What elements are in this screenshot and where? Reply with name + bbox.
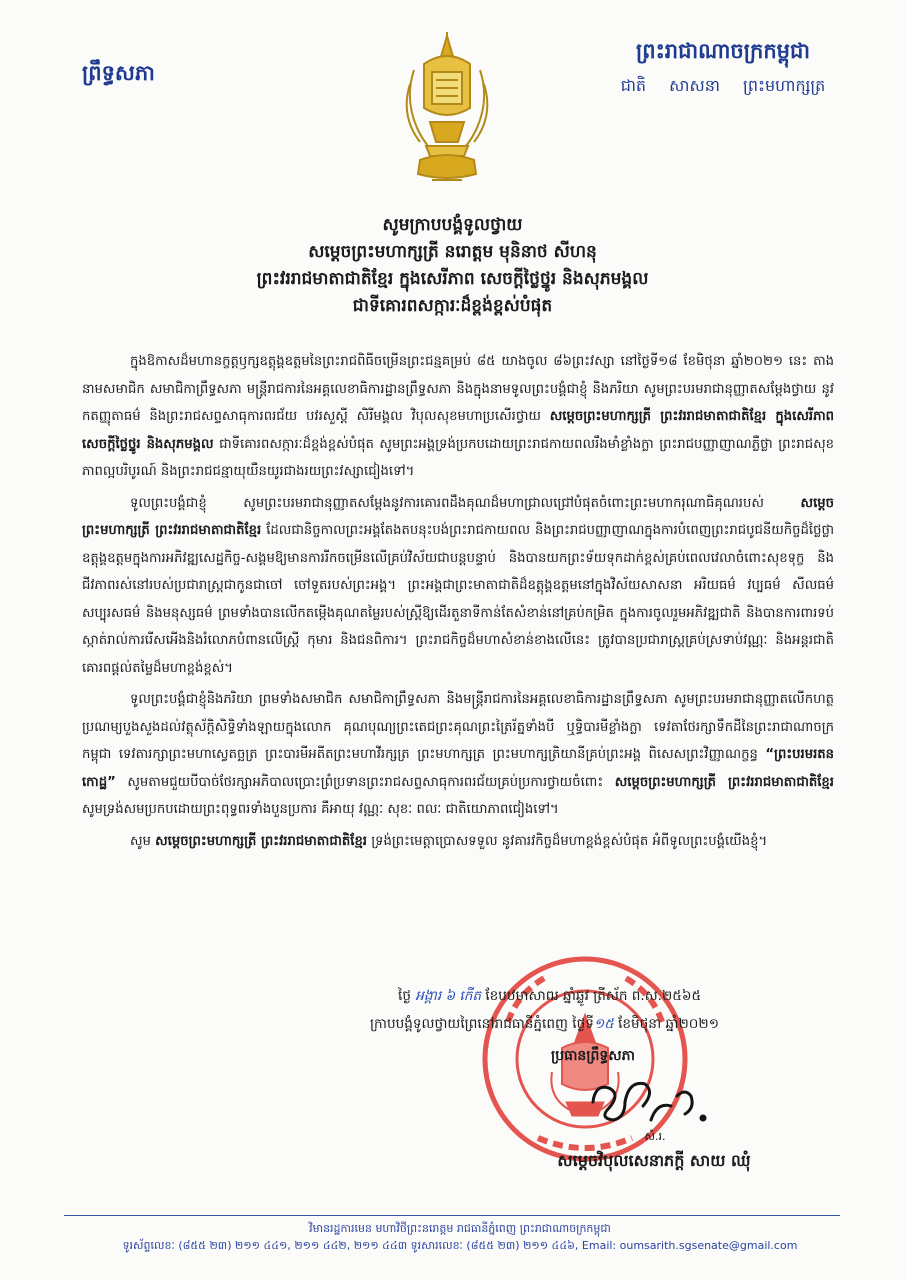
signer-title: ប្រធានព្រឹទ្ធសភា bbox=[551, 1048, 635, 1064]
fax-number: (៨៥៥ ២៣) ២១១ ៤៤៦, bbox=[466, 1239, 579, 1252]
royal-emblem-icon bbox=[396, 30, 498, 190]
paragraph-2 bbox=[82, 490, 834, 683]
paragraph-1 bbox=[82, 348, 834, 486]
paragraph-2-text-a: ទូលព្រះបង្គំជាខ្ញុំ សូមព្រះបរមរាជានុញ្ញាតសម្តែងនូវការគោរពដឹងគុណដ៏មហាជ្រាលជ្រៅបំផុតចំពោះព្រះមហាករុណាធិគុណរបស់ bbox=[130, 495, 801, 511]
footer-divider bbox=[64, 1215, 840, 1216]
handwritten-day: ១៥ bbox=[593, 1016, 614, 1032]
motto-nation: ជាតិ bbox=[620, 76, 647, 95]
motto-king: ព្រះមហាក្សត្រ bbox=[743, 76, 826, 95]
kingdom-title: ព្រះរាជាណាចក្រកម្ពុជា bbox=[635, 39, 810, 63]
paragraph-1-text-c: ជាទីគោរពសក្ការៈដ៏ខ្ពង់ខ្ពស់បំផុត សូមព្រះអង្គទ្រង់ប្រកបដោយព្រះរាជកាយពលរឹងមាំខ្លាំងក្លា ព្រះរាជបញ្ញាញាណភ្លឺថ្លា ព្រះរាជសុខភាពល្អបរិបូរណ៍ និងព្រះរាជជន្មាយុយឺនយូរជាងរយព្រះវស្សាជៀងទៅ។ bbox=[82, 436, 834, 479]
paragraph-3-text-a: ទូលព្រះបង្គំជាខ្ញុំនិងភរិយា ព្រមទាំងសមាជិក សមាជិកាព្រឹទ្ធសភា និងមន្ត្រីរាជការនៃអគ្គលេខាធិការដ្ឋានព្រឹទ្ធសភា សូមព្រះបរមរាជានុញ្ញាតលើកហត្ថប្រណម្យបួងសួងដល់វត្ថុស័ក្តិសិទ្ធិទាំងឡាយក្នុងលោក គុណបុណ្យព្រះតេជព្រះគុណព្រះត្រៃរ័ត្នទាំងបី ឬទ្ធិបារមីខ្លាំងក្លា ទេវតាថែរក្សាទឹកដីនៃព្រះរាជាណាចក្រកម្ពុជា ទេវតារក្សាព្រះមហាស្វេតច្ឆត្រ ព្រះបារមីអតីតព្រះមហាវីរក្សត្រ ព្រះមហាក្សត្រ ព្រះមហាក្សត្រិយានីគ្រប់ព្រះអង្គ ពិសេសព្រះវិញ្ញាណក្ខន្ធ bbox=[82, 692, 834, 762]
signature-mark-text: សំ.រ. bbox=[644, 1130, 666, 1143]
heading-line-3: ព្រះវររាជមាតាជាតិខ្មែរ ក្នុងសេរីភាព សេចក្តីថ្លៃថ្នូរ និងសុភមង្គល bbox=[256, 269, 649, 289]
heading-line-4: ជាទីគោរពសក្ការៈដ៏ខ្ពង់ខ្ពស់បំផុត bbox=[352, 296, 553, 316]
senate-label: ព្រឹទ្ធសភា bbox=[82, 61, 155, 85]
place-date bbox=[370, 1010, 840, 1038]
phone-label: ទូរស័ព្ទលេខៈ bbox=[122, 1239, 175, 1252]
paragraph-3-text-e: សូមទ្រង់សមប្រកបដោយព្រះពុទ្ធពរទាំងបួនប្រការ គឺអាយុ វណ្ណៈ សុខៈ ពលៈ ជាតិយោភាពជៀងទៅ។ bbox=[82, 802, 559, 817]
national-motto bbox=[598, 75, 848, 99]
lunar-date bbox=[370, 982, 840, 1010]
paragraph-4-title: សម្តេចព្រះមហាក្សត្រី ព្រះវររាជមាតាជាតិខ្មែរ bbox=[155, 833, 367, 849]
paragraph-2-title: សម្តេចព្រះមហាក្សត្រី ព្រះវររាជមាតាជាតិខ្មែរ bbox=[82, 495, 834, 538]
email-link[interactable]: Email: oumsarith.sgsenate@gmail.com bbox=[581, 1239, 798, 1252]
phone-numbers: (៨៥៥ ២៣) ២១១ ៤៤១, ២១១ ៤៤២, ២១១ ៤៤៣ bbox=[178, 1239, 408, 1252]
footer-address: វិមានរដ្ឋការមេន មហាវិថីព្រះនរោត្តម រាជធានីភ្នំពេញ ព្រះរាជាណាចក្រកម្ពុជា bbox=[309, 1222, 611, 1235]
day-prefix: ថ្ងៃ bbox=[398, 988, 411, 1004]
paragraph-4-text-c: ទ្រង់ព្រះមេត្តាប្រោសទទួល នូវគារវកិច្ចដ៏មហាខ្ពង់ខ្ពស់បំផុត អំពីទូលព្រះបង្គំយើងខ្ញុំ។ bbox=[367, 833, 768, 849]
paragraph-1-text-a: ក្នុងឱកាសដ៏មហានក្ខត្តឫក្សឧត្តុង្គឧត្តមនៃព្រះរាជពិធីចម្រើនព្រះជន្មគម្រប់ ៨៥ យាងចូល ៨៦ព្រះវស្សា នៅថ្ងៃទី១៨ ខែមិថុនា ឆ្នាំ២០២១ នេះ តាងនាមសមាជិក សមាជិកាព្រឹទ្ធសភា មន្ត្រីរាជការនៃអគ្គលេខាធិការដ្ឋានព្រឹទ្ធសភា និងក្នុងនាមទូលព្រះបង្គំជាខ្ញុំ និងភរិយា សូមព្រះបរមរាជានុញ្ញាតសម្តែងថ្វាយ នូវកតញ្ញុតាធម៌ និងព្រះរាជសព្ទសាធុការពរជ័យ បវរសួស្តី សិរីមង្គល វិបុលសុខមហាប្រសើរថ្វាយ bbox=[82, 354, 834, 424]
paragraph-2-text-c: ដែលជានិច្ចកាលព្រះអង្គតែងតបនុះបង់ព្រះរាជកាយពល និងព្រះរាជបញ្ញាញាណក្នុងការបំពេញព្រះរាជបូជនីយកិច្ចដ៏ថ្លៃថ្លាឧត្តុង្គឧត្តមក្នុងការអភិវឌ្ឍសេដ្ឋកិច្ច-សង្គមឱ្យមានការរីកចម្រើនលើគ្រប់វិស័យជាបន្តបន្ទាប់ និងបានយកព្រះទ័យទុកដាក់ខ្ពស់គ្រប់ពេលវេលាចំពោះសុខទុក្ខ និងជីវភាពរស់នៅរបស់ប្រជារាស្ត្រជាកូនជាចៅ ចៅទួតរបស់ព្រះអង្គ។ ព្រះអង្គជាព្រះមាតាជាតិដ៏ឧត្តុង្គឧត្តមនៅក្នុងវិស័យសាសនា អរិយធម៌ វប្បធម៌ សីលធម៌ សប្បុរសធម៌ និងមនុស្សធម៌ ព្រមទាំងបានលើកតម្កើងគុណតម្លៃរបស់ស្ត្រីឱ្យដើរតួនាទីកាន់តែសំខាន់នៅគ្រប់កម្រិត ក្នុងការចូលរួមអភិវឌ្ឍជាតិ និងបានការពារទប់ស្កាត់រាល់ការរើសអើងនិងរំលោភបំពានលើស្ត្រី កុមារ និងជនពិការ។ ព្រះរាជកិច្ចដ៏មហាសំខាន់ខាងលើនេះ ត្រូវបានប្រជារាស្ត្រគ្រប់ស្រទាប់វណ្ណៈ និងអន្តរជាតិគោរពផ្តល់តម្លៃដ៏មហាខ្ពង់ខ្ពស់។ bbox=[82, 523, 834, 676]
heading-line-2: សម្តេចព្រះមហាក្សត្រី នរោត្តម មុនិនាថ សីហនុ bbox=[308, 242, 597, 262]
paragraph-1-title: សម្តេចព្រះមហាក្សត្រី ព្រះវររាជមាតាជាតិខ្មែរ ក្នុងសេរីភាពសេចក្តីថ្លៃថ្នូរ និងសុភមង្គល bbox=[82, 409, 834, 452]
fax-label: ទូរសារលេខៈ bbox=[410, 1239, 463, 1252]
paragraph-4-text-a: សូម bbox=[130, 833, 156, 849]
kingdom-header bbox=[598, 38, 848, 99]
handwritten-signature bbox=[585, 1062, 725, 1144]
letter-footer bbox=[60, 1220, 860, 1254]
date-block bbox=[370, 982, 840, 1038]
paragraph-3-spirit: “ព្រះបរមរតនកោដ្ឋ” bbox=[82, 747, 834, 790]
place-prefix: ក្រាបបង្គំទូលថ្វាយព្រៃនៅរាជធានីភ្នំពេញ ថ្ងៃទី bbox=[370, 1016, 594, 1032]
paragraph-4 bbox=[82, 828, 834, 856]
paragraph-3-title: សម្តេចព្រះមហាក្សត្រី ព្រះវររាជមាតាជាតិខ្មែរ bbox=[614, 774, 834, 790]
footer-contacts bbox=[60, 1237, 860, 1254]
handwritten-weekday: អង្គារ ៦ កើត bbox=[415, 988, 482, 1004]
paragraph-3-text-c: សូមតាមជួយបីបាច់ថែរក្សាអភិបាលប្រោះព្រំប្រទានព្រះរាជសព្ទសាធុការពរជ័យគ្រប់ប្រការថ្វាយចំពោះ bbox=[115, 774, 615, 790]
signer-name: សម្តេចវិបុលសេនាភក្តី សាយ ឈុំ bbox=[557, 1151, 751, 1170]
letter-body bbox=[82, 348, 834, 859]
letter-heading bbox=[150, 212, 755, 320]
paragraph-3 bbox=[82, 686, 834, 824]
lunar-month-year: ខែបឋមាសាឍ ឆ្នាំឆ្លូវ ត្រីស័ក ព.ស.២៥៦៥ bbox=[485, 988, 702, 1004]
solar-month-year: ខែមិថុនា ឆ្នាំ២០២១ bbox=[618, 1016, 719, 1032]
heading-line-1: សូមក្រាបបង្គំទូលថ្វាយ bbox=[382, 215, 523, 235]
motto-religion: សាសនា bbox=[669, 76, 720, 95]
